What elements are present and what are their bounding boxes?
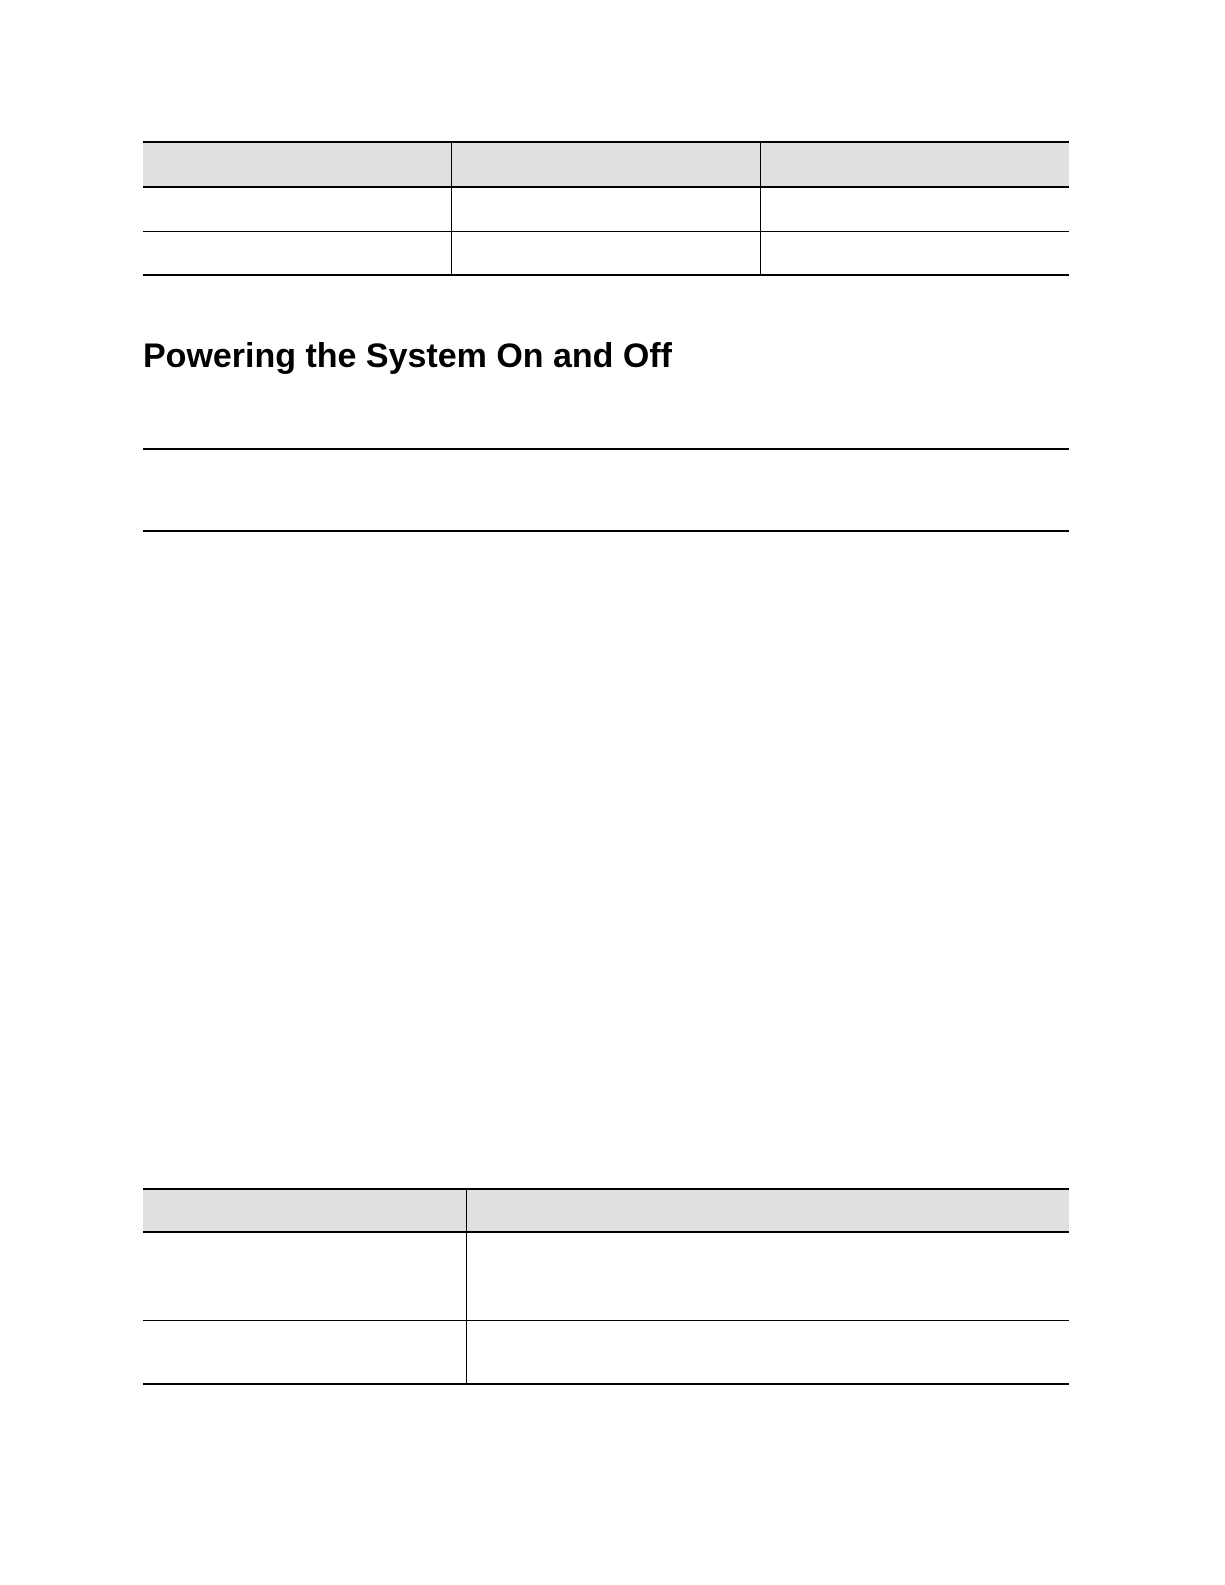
section-heading: Powering the System On and Off — [143, 337, 672, 375]
table-header-cell — [466, 1189, 1069, 1232]
note-box — [143, 448, 1069, 532]
table-header-cell — [143, 142, 451, 187]
table-cell — [143, 1320, 466, 1384]
table-cell — [760, 187, 1069, 231]
table-cell — [760, 231, 1069, 275]
table-cell — [143, 187, 451, 231]
table-header-row — [143, 142, 1069, 187]
table-header-cell — [760, 142, 1069, 187]
table-header-row — [143, 1189, 1069, 1232]
table-cell — [451, 231, 760, 275]
table-cell — [466, 1320, 1069, 1384]
table-cell — [143, 1232, 466, 1320]
table-cell — [451, 187, 760, 231]
table-cell — [143, 231, 451, 275]
table-header-cell — [143, 1189, 466, 1232]
table-row — [143, 231, 1069, 275]
table-row — [143, 1232, 1069, 1320]
table-header-cell — [451, 142, 760, 187]
table-row — [143, 1320, 1069, 1384]
bottom-table — [143, 1188, 1069, 1385]
table-row — [143, 187, 1069, 231]
table-cell — [466, 1232, 1069, 1320]
top-table — [143, 141, 1069, 276]
